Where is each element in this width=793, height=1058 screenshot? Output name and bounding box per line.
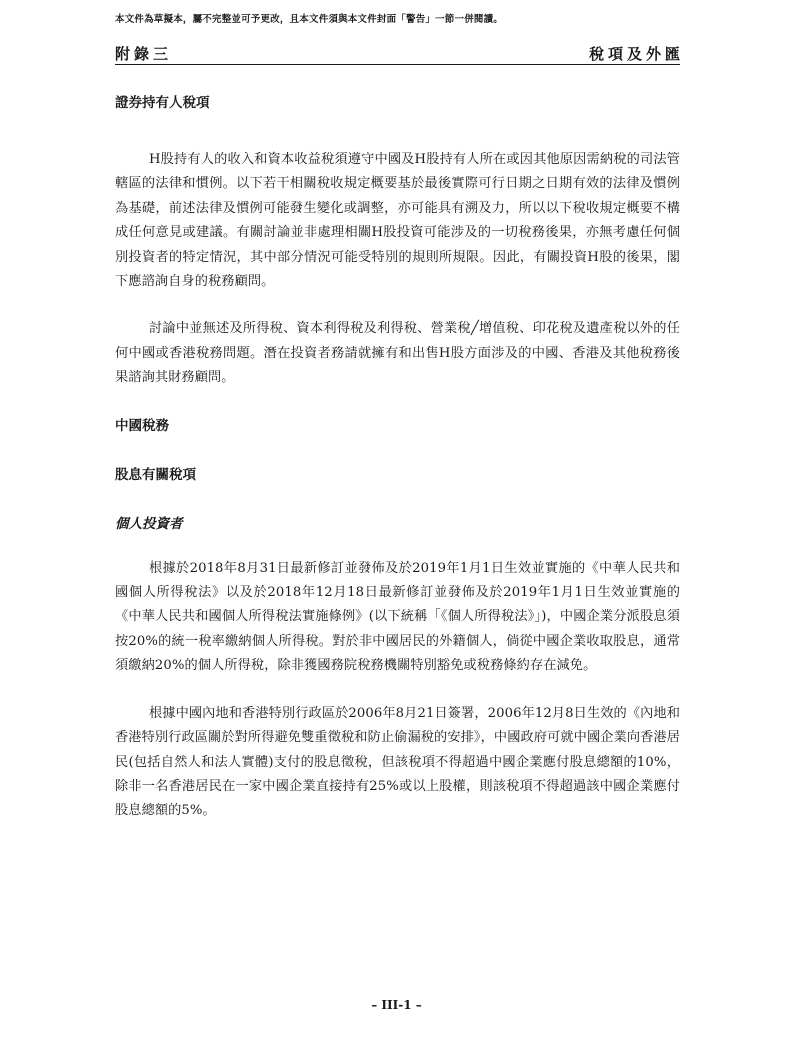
page-header [115,39,684,65]
china-taxation-heading: 中國稅務 [115,417,169,434]
draft-notice: 本文件為草擬本，屬不完整並可予更改，且本文件須與本文件封面「警告」一節一併閱讀。 [115,14,504,25]
individual-investors-heading: 個人投資者 [115,515,183,532]
dividend-tax-heading: 股息有關稅項 [115,466,196,483]
paragraph-h-share-tax-overview: H股持有人的收入和資本收益稅須遵守中國及H股持有人所在或因其他原因需納稅的司法管轄區的法律和慣例。以下若干相關稅收規定概要基於最後實際可行日期之日期有效的法律及慣例為基礎，前述法律及慣例可能發生變化或調整，亦可能具有溯及力，所以以下稅收規定概要不構成任何意見或建議。有關討論並非處理相關H股投資可能涉及的一切稅務後果，亦無考慮任何個別投資者的特定情況，其中部分情況可能受特別的規則所規限。因此，有關投資H股的後果，閣下應諮詢自身的稅務顧問。 [115,152,680,290]
section-title: 稅項及外匯 [588,45,684,63]
securities-holders-tax-heading: 證券持有人稅項 [115,95,210,111]
paragraph-hk-double-tax-arrangement: 根據中國內地和香港特別行政區於2006年8月21日簽署，2006年12月8日生效的《內地和香港特別行政區關於對所得避免雙重徵稅和防止偷漏稅的安排》，中國政府可就中國企業向香港居民(包括自然人和法人實體)支付的股息徵稅，但該稅項不得超過中國企業應付股息總額的10%，除非一名香港居民在一家中國企業直接持有25%或以上股權，則該稅項不得超過該中國企業應付股息總額的5%。 [115,705,680,819]
paragraph-tax-scope: 討論中並無述及所得稅、資本利得稅及利得稅、營業稅╱增值稅、印花稅及遺產稅以外的任何中國或香港稅務問題。潛在投資者務請就擁有和出售H股方面涉及的中國、香港及其他稅務後果諮詢其財務顧問。 [115,321,680,386]
header-divider [115,64,680,65]
paragraph-individual-income-tax: 根據於2018年8月31日最新修訂並發佈及於2019年1月1日生效並實施的《中華人民共和國個人所得稅法》以及於2018年12月18日最新修訂並發佈及於2019年1月1日生效並實施的《中華人民共和國個人所得稅法實施條例》(以下統稱「《個人所得稅法》」)，中國企業分派股息須按20%的統一稅率繳納個人所得稅。對於非中國居民的外籍個人，倘從中國企業收取股息，通常須繳納20%的個人所得稅，除非獲國務院稅務機關特別豁免或稅務條約存在減免。 [115,560,680,674]
appendix-label: 附錄三 [115,45,173,63]
document-body [115,92,680,824]
page-number: – III-1 – [371,998,422,1012]
